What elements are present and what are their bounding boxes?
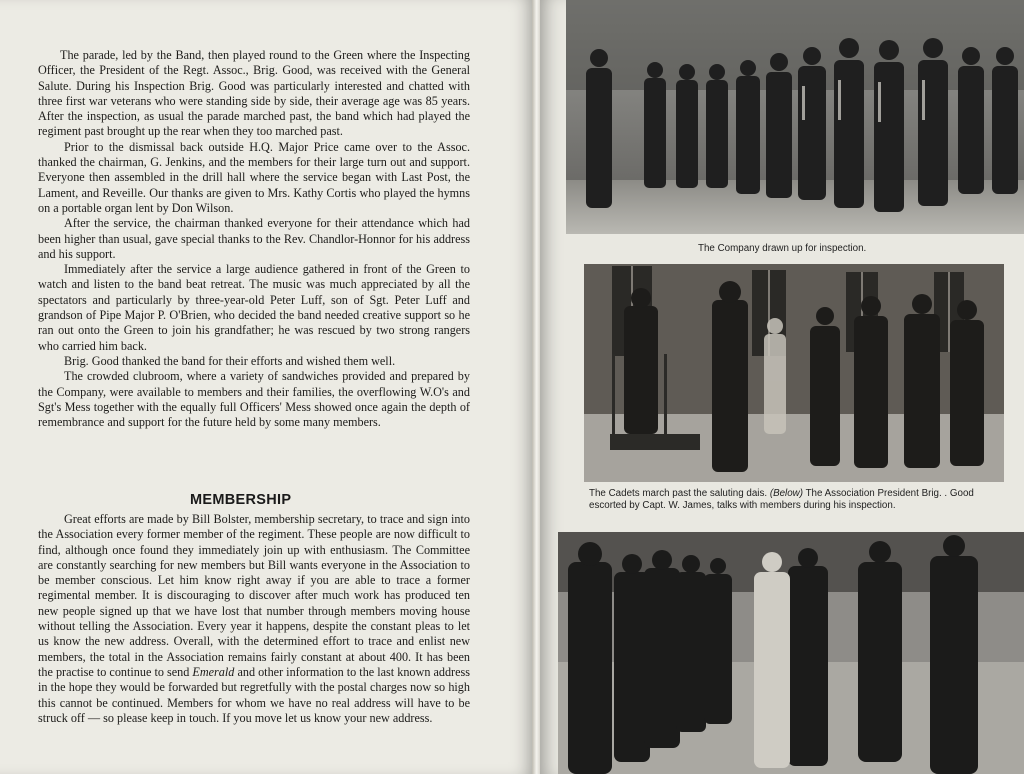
membership-text-start: Great efforts are made by Bill Bolster, membership secretary, to trace and sign into the Association every former member of the regiment. These people are now difficult to find, although once found they immediately join up with enthusiasm. The Committee are constantly searching for new members but Bill wants everyone in the Association to be member conscious. Let him know right away if you are able to trace a former regimental member. It is discouraging to discover after much work has produced ten new people signed up that we have lost that number through members moving house without telling the Association. Every year it happens, despite the constant pleas to let us know the new address. Overall, with the determined effort to trace and enlist new members, the total in the Association remains fairly constant at about 400. It has been the practise to continue to send xyxy=(38,512,470,679)
caption-below-label: (Below) xyxy=(769,488,804,499)
paragraph-service: After the service, the chairman thanked everyone for their attendance which had been higher than usual, gave special thanks to the Rev. Chandlor-Honnor for his address and his support. xyxy=(38,216,470,261)
emerald-title: Emerald xyxy=(192,664,235,679)
membership-heading: MEMBERSHIP xyxy=(190,492,292,508)
paragraph-dismissal: Prior to the dismissal back outside H.Q. Major Price came over to the Assoc. thanked the chairman, G. Jenkins, and the members for their large turn out and support. Everyone then assembled in the drill hall where the service began with Last Post, the Lament, and Reveille. Our thanks are given to Mrs. Kathy Cortis who played the hymns on a portable organ lent by Don Wilson. xyxy=(38,139,470,215)
membership-body xyxy=(38,512,470,726)
paragraph-thanks: Brig. Good thanked the band for their efforts and wished them well. xyxy=(64,353,396,368)
paragraph-parade: The parade, led by the Band, then played round to the Green where the Inspecting Officer, the President of the Regt. Assoc., Brig. Good, was received with the General Salute. During his Inspection Brig. Good was particularly interested and chatted with three first war veterans who were standing side by side, their average age was 85 years. After the inspection, as usual the parade marched past, the band which had played the regiment past brought up the rear when they too marched past. xyxy=(38,48,470,139)
photo-cadets-march xyxy=(584,264,1004,482)
photo-president-inspection xyxy=(558,532,1024,774)
membership-paragraph xyxy=(38,512,470,726)
caption-cadets xyxy=(589,488,1003,512)
caption-president: The Association President Brig. . Good escorted by Capt. W. James, talks with members during his inspection. xyxy=(589,488,974,511)
caption-company: The Company drawn up for inspection. xyxy=(698,243,867,254)
photo-company-inspection xyxy=(566,0,1024,234)
paragraph-retreat: Immediately after the service a large audience gathered in front of the Green to watch and listen to the band beat retreat. The music was much appreciated by all the spectators and particularly by three-year-old Peter Luff, son of Sgt. Peter Luff and grandson of Pipe Major P. O'Brien, who decided the band needed creative support so he ran out onto the Green to join his grandfather; he was rescued by two strong rangers who carried him back. xyxy=(38,262,470,353)
paragraph-clubroom: The crowded clubroom, where a variety of sandwiches provided and prepared by the Company, were available to members and their families, the overflowing W.O's and Sgt's Mess together with the equally full Officers' Mess showed once again the depth of remembrance and support for the future held by some many members. xyxy=(38,369,470,430)
article-body xyxy=(38,48,470,430)
caption-cadets-main: The Cadets march past the saluting dais. xyxy=(589,488,768,499)
membership-text-end: and other information to the last known address in the hope they would be forwarded but regretfully with the postal charges now so high this cannot be continued. Members for whom we have no real address will have to be struck off — so please keep in touch. If you move let us know your new address. xyxy=(38,664,471,725)
right-page xyxy=(540,0,1024,774)
